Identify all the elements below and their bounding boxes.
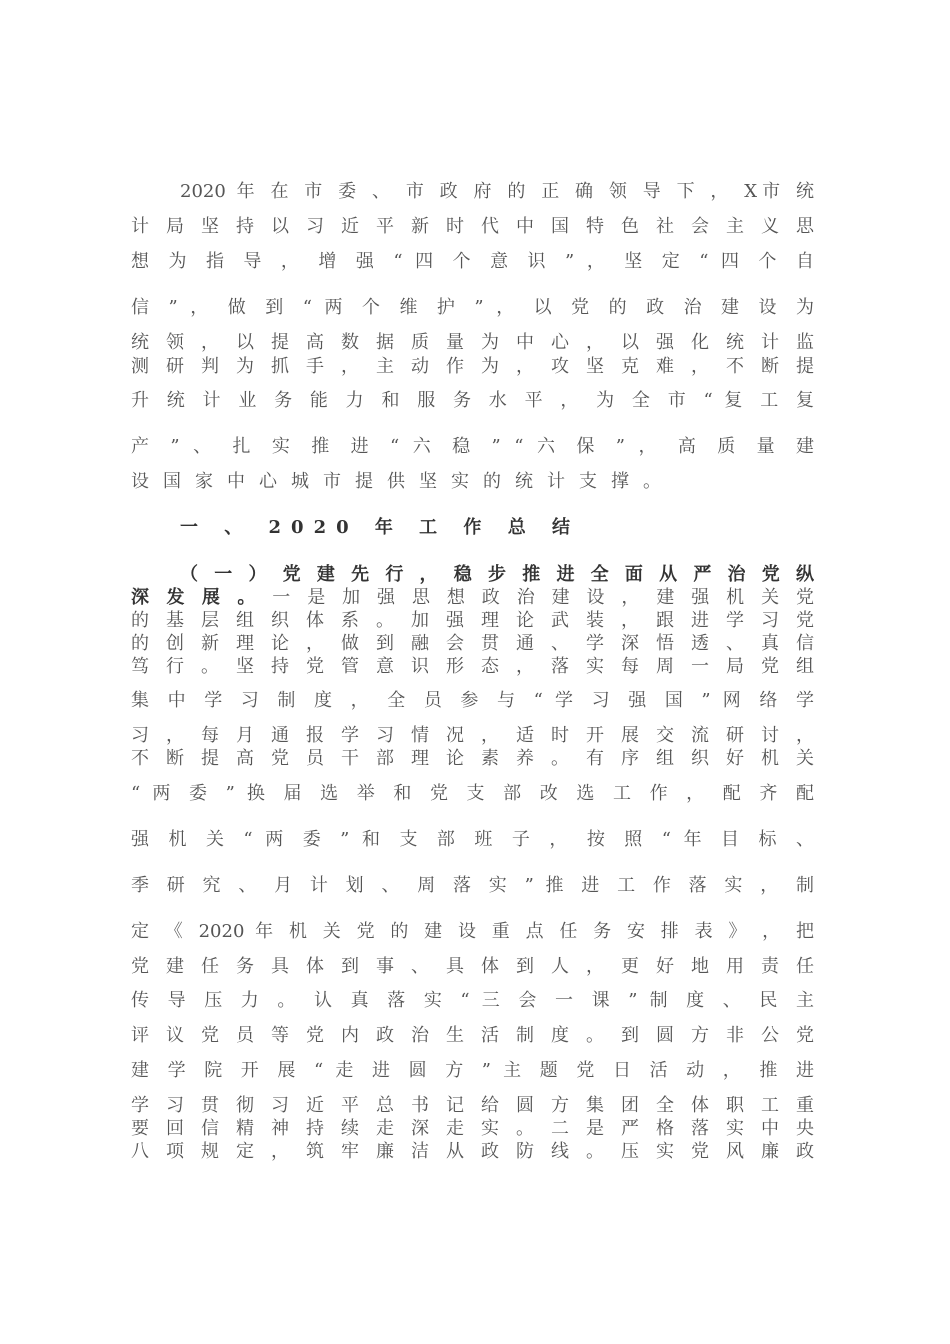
body-line: 的 创 新 理 论 ， 做 到 融 会 贯 通 、 学 深 悟 透 、 真 信 xyxy=(131,633,814,654)
body-line: 强 机 关 “ 两 委 ” 和 支 部 班 子 ， 按 照 “ 年 目 标 、 xyxy=(131,829,814,850)
body-line: 学 习 贯 彻 习 近 平 总 书 记 给 圆 方 集 团 全 体 职 工 重 xyxy=(131,1095,814,1116)
body-line: 集 中 学 习 制 度 ， 全 员 参 与 “ 学 习 强 国 ” 网 络 学 xyxy=(131,690,814,711)
body-line: 八 项 规 定 ， 筑 牢 廉 洁 从 政 防 线 。 压 实 党 风 廉 政 xyxy=(131,1141,814,1162)
body-line: 建 学 院 开 展 “ 走 进 圆 方 ” 主 题 党 日 活 动 ， 推 进 xyxy=(131,1060,814,1081)
intro-line-9: 设国家中心城市提供坚实的统计支撑。 xyxy=(131,471,675,492)
intro-line-5: 统 领 ， 以 提 高 数 据 质 量 为 中 心 ， 以 强 化 统 计 监 xyxy=(131,332,814,353)
subsection-line-2-text: 一 是 加 强 思 想 政 治 建 设 ， 建 强 机 关 党 xyxy=(260,587,814,608)
subsection-title-end: 深 发 展 。 xyxy=(131,587,261,608)
intro-line-6: 测 研 判 为 抓 手 ， 主 动 作 为 ， 攻 坚 克 难 ， 不 断 提 xyxy=(131,356,814,377)
intro-line-4: 信 ” ， 做 到 “ 两 个 维 护 ” ， 以 党 的 政 治 建 设 为 xyxy=(131,297,814,318)
body-line: 季 研 究 、 月 计 划 、 周 落 实 ” 推 进 工 作 落 实 ， 制 xyxy=(131,875,814,896)
body-line: 习 ， 每 月 通 报 学 习 情 况 ， 适 时 开 展 交 流 研 讨 ， xyxy=(131,725,814,746)
intro-line-8: 产 ” 、 扎 实 推 进 “ 六 稳 ” “ 六 保 ” ， 高 质 量 建 xyxy=(131,436,814,457)
body-line: 不 断 提 高 党 员 干 部 理 论 素 养 。 有 序 组 织 好 机 关 xyxy=(131,748,814,769)
body-line: 的 基 层 组 织 体 系 。 加 强 理 论 武 装 ， 跟 进 学 习 党 xyxy=(131,610,814,631)
body-line: 党 建 任 务 具 体 到 事 、 具 体 到 人 ， 更 好 地 用 责 任 xyxy=(131,956,814,977)
body-line: 定 《 2020 年 机 关 党 的 建 设 重 点 任 务 安 排 表 》 ， 把 xyxy=(131,921,814,942)
subsection-title-line: （ 一 ） 党 建 先 行 ， 稳 步 推 进 全 面 从 严 治 党 纵 xyxy=(180,564,814,585)
intro-line-7: 升 统 计 业 务 能 力 和 服 务 水 平 ， 为 全 市 “ 复 工 复 xyxy=(131,390,814,411)
section-heading: 一 、 2020 年 工 作 总 结 xyxy=(180,517,580,538)
body-line: 传 导 压 力 。 认 真 落 实 “ 三 会 一 课 ” 制 度 、 民 主 xyxy=(131,990,814,1011)
body-line: 评 议 党 员 等 党 内 政 治 生 活 制 度 。 到 圆 方 非 公 党 xyxy=(131,1025,814,1046)
body-line: 笃 行 。 坚 持 党 管 意 识 形 态 ， 落 实 每 周 一 局 党 组 xyxy=(131,656,814,677)
body-line: 要 回 信 精 神 持 续 走 深 走 实 。 二 是 严 格 落 实 中 央 xyxy=(131,1118,814,1139)
intro-line-1: 2020 年 在 市 委 、 市 政 府 的 正 确 领 导 下 ， X市 统 xyxy=(180,181,814,202)
intro-line-3: 想 为 指 导 ， 增 强 “ 四 个 意 识 ” ， 坚 定 “ 四 个 自 xyxy=(131,251,814,272)
intro-line-2: 计 局 坚 持 以 习 近 平 新 时 代 中 国 特 色 社 会 主 义 思 xyxy=(131,216,814,237)
body-line: “ 两 委 ” 换 届 选 举 和 党 支 部 改 选 工 作 ， 配 齐 配 xyxy=(131,783,814,804)
